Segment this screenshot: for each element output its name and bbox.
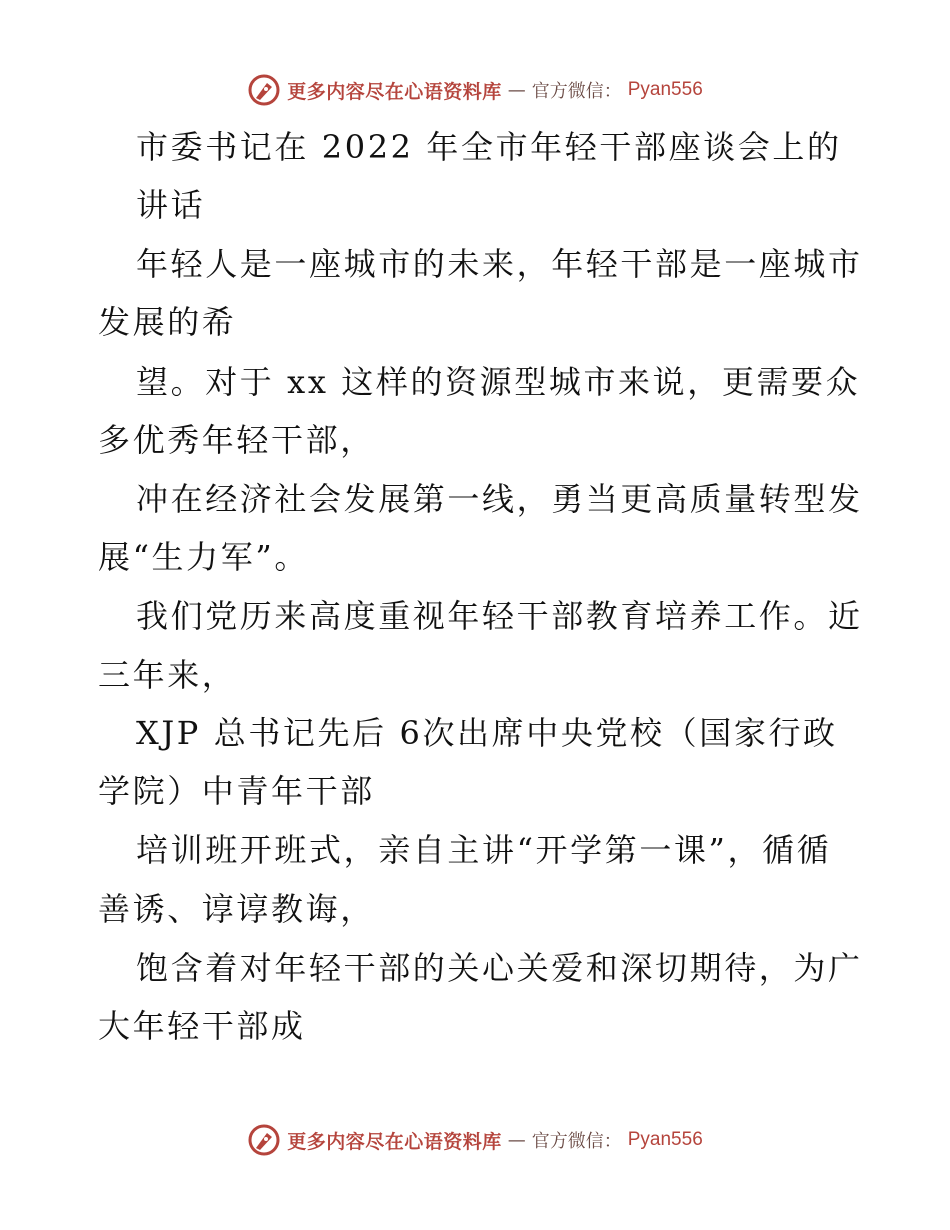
watermark-site-text: 更多内容尽在心语资料库	[287, 80, 502, 103]
footer-watermark	[0, 1120, 950, 1160]
watermark-separator: —	[507, 1129, 526, 1151]
paragraph-line: 多优秀年轻干部，	[98, 421, 375, 459]
paragraph-line: 年轻人是一座城市的未来，年轻干部是一座城市	[136, 245, 863, 283]
watermark-site-text: 更多内容尽在心语资料库	[287, 1130, 502, 1153]
watermark-wechat-label: 官方微信：	[531, 1131, 622, 1152]
paragraph-line: XJP 总书记先后 6次出席中央党校（国家行政	[136, 714, 838, 752]
paragraph-line: 饱含着对年轻干部的关心关爱和深切期待，为广	[136, 949, 863, 987]
watermark-wechat-id: Pyan556	[627, 1129, 703, 1150]
watermark-wechat-label: 官方微信：	[531, 81, 622, 102]
title-line-2: 讲话	[136, 186, 206, 224]
paragraph-line: 善诱、谆谆教诲，	[98, 890, 375, 928]
title-line-1: 市委书记在 2022 年全市年轻干部座谈会上的	[136, 128, 842, 166]
paragraph-line: 三年来，	[98, 656, 237, 694]
paragraph-line: 发展的希	[98, 303, 237, 341]
paragraph-line: 培训班开班式，亲自主讲“开学第一课”，循循	[136, 831, 832, 869]
pen-nib-logo-icon	[247, 1123, 281, 1157]
paragraph-line: 望。对于 xx 这样的资源型城市来说，更需要众	[136, 363, 861, 401]
watermark-wechat-id: Pyan556	[627, 79, 703, 100]
paragraph-line: 学院）中青年干部	[98, 772, 375, 810]
paragraph-line: 展“生力军”。	[98, 538, 309, 576]
paragraph-line: 大年轻干部成	[98, 1007, 306, 1045]
watermark-separator: —	[507, 79, 526, 101]
paragraph-line: 我们党历来高度重视年轻干部教育培养工作。近	[136, 597, 863, 635]
paragraph-line: 冲在经济社会发展第一线，勇当更高质量转型发	[136, 480, 863, 518]
